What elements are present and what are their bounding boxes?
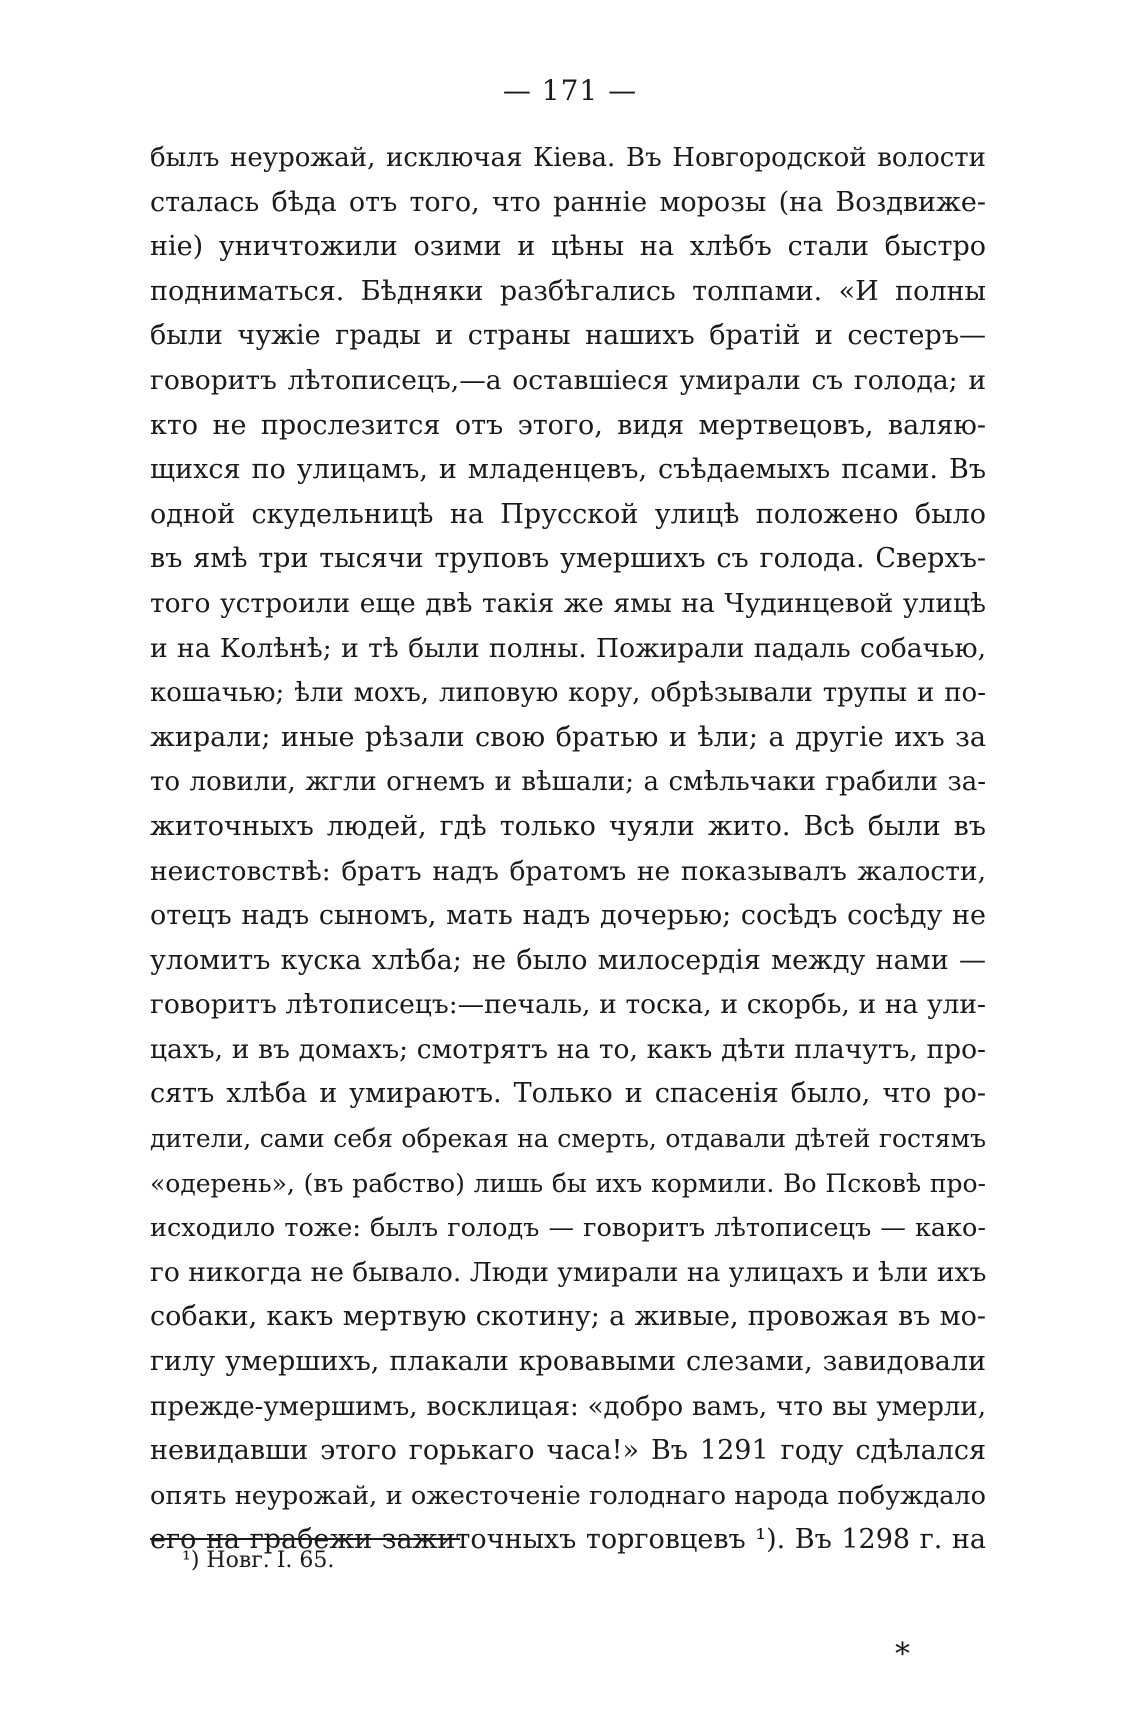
text-line: щихся по улицамъ, и младенцевъ, съѣдаемыхъ псами. Въ: [150, 454, 986, 486]
text-line: жирали; иные рѣзали свою братью и ѣли; а другіе ихъ за: [150, 721, 986, 753]
text-line: то ловили, жгли огнемъ и вѣшали; а смѣльчаки грабили за-: [150, 767, 986, 798]
text-line: гилу умершихъ, плакали кровавыми слезами, завидовали: [150, 1346, 986, 1378]
text-line: го никогда не бывало. Люди умирали на улицахъ и ѣли ихъ: [150, 1256, 986, 1288]
text-line: ніе) уничтожили озими и цѣны на хлѣбъ стали быстро: [150, 231, 986, 263]
text-line: сталась бѣда отъ того, что ранніе морозы (на Воздвиже-: [150, 186, 986, 218]
footnote-divider: [150, 1538, 460, 1540]
page-number: — 171 —: [502, 74, 638, 107]
text-line: говоритъ лѣтописецъ:—печаль, и тоска, и скорбь, и на ули-: [150, 989, 986, 1021]
text-line: опять неурожай, и ожесточеніе голоднаго народа побуждало: [150, 1480, 986, 1511]
text-line: подниматься. Бѣдняки разбѣгались толпами. «И полны: [150, 275, 986, 307]
text-line: цахъ, и въ домахъ; смотрятъ на то, какъ дѣти плачутъ, про-: [150, 1033, 986, 1065]
text-line: сятъ хлѣба и умираютъ. Только и спасенія было, что ро-: [150, 1078, 986, 1110]
body-text: [150, 136, 986, 1563]
text-line: въ ямѣ три тысячи труповъ умершихъ съ голода. Сверхъ-: [150, 543, 986, 575]
text-line: отецъ надъ сыномъ, мать надъ дочерью; сосѣдъ сосѣду не: [150, 900, 986, 932]
text-line: его на грабежи зажиточныхъ торговцевъ ¹). Въ 1298 г. на: [150, 1524, 986, 1556]
footnote: ¹) Новг. I. 65.: [182, 1548, 335, 1573]
text-line: кто не прослезится отъ этого, видя мертвецовъ, валяю-: [150, 409, 986, 441]
text-line: былъ неурожай, исключая Кіева. Въ Новгородской волости: [150, 143, 986, 173]
text-line: одной скудельницѣ на Прусской улицѣ положено было: [150, 498, 986, 530]
text-line: житочныхъ людей, гдѣ только чуяли жито. Всѣ были въ: [150, 810, 986, 842]
text-line: уломитъ куска хлѣба; не было милосердія между нами —: [150, 944, 986, 976]
text-line: дители, сами себя обрекая на смерть, отдавали дѣтей гостямъ: [150, 1124, 986, 1154]
text-line: были чужіе грады и страны нашихъ братій и сестеръ—: [150, 320, 986, 352]
text-line: «одерень», (въ рабство) лишь бы ихъ кормили. Во Псковѣ про-: [150, 1168, 986, 1198]
text-line: прежде-умершимъ, восклицая: «добро вамъ, что вы умерли,: [150, 1391, 986, 1422]
text-line: и на Колѣнѣ; и тѣ были полны. Пожирали падаль собачью,: [150, 632, 986, 664]
text-line: исходило тоже: былъ голодъ — говоритъ лѣтописецъ — како-: [150, 1213, 986, 1244]
text-line: невидавши этого горькаго часа!» Въ 1291 году сдѣлался: [150, 1435, 986, 1467]
text-line: того устроили еще двѣ такія же ямы на Чудинцевой улицѣ: [150, 587, 986, 619]
text-line: неистовствѣ: братъ надъ братомъ не показывалъ жалости,: [150, 855, 986, 887]
printer-signature-mark: *: [895, 1637, 910, 1672]
text-line: кошачью; ѣли мохъ, липовую кору, обрѣзывали трупы и по-: [150, 678, 986, 709]
text-line: говоритъ лѣтописецъ,—а оставшіеся умирали съ голода; и: [150, 364, 986, 396]
text-line: собаки, какъ мертвую скотину; а живые, провожая въ мо-: [150, 1301, 986, 1333]
